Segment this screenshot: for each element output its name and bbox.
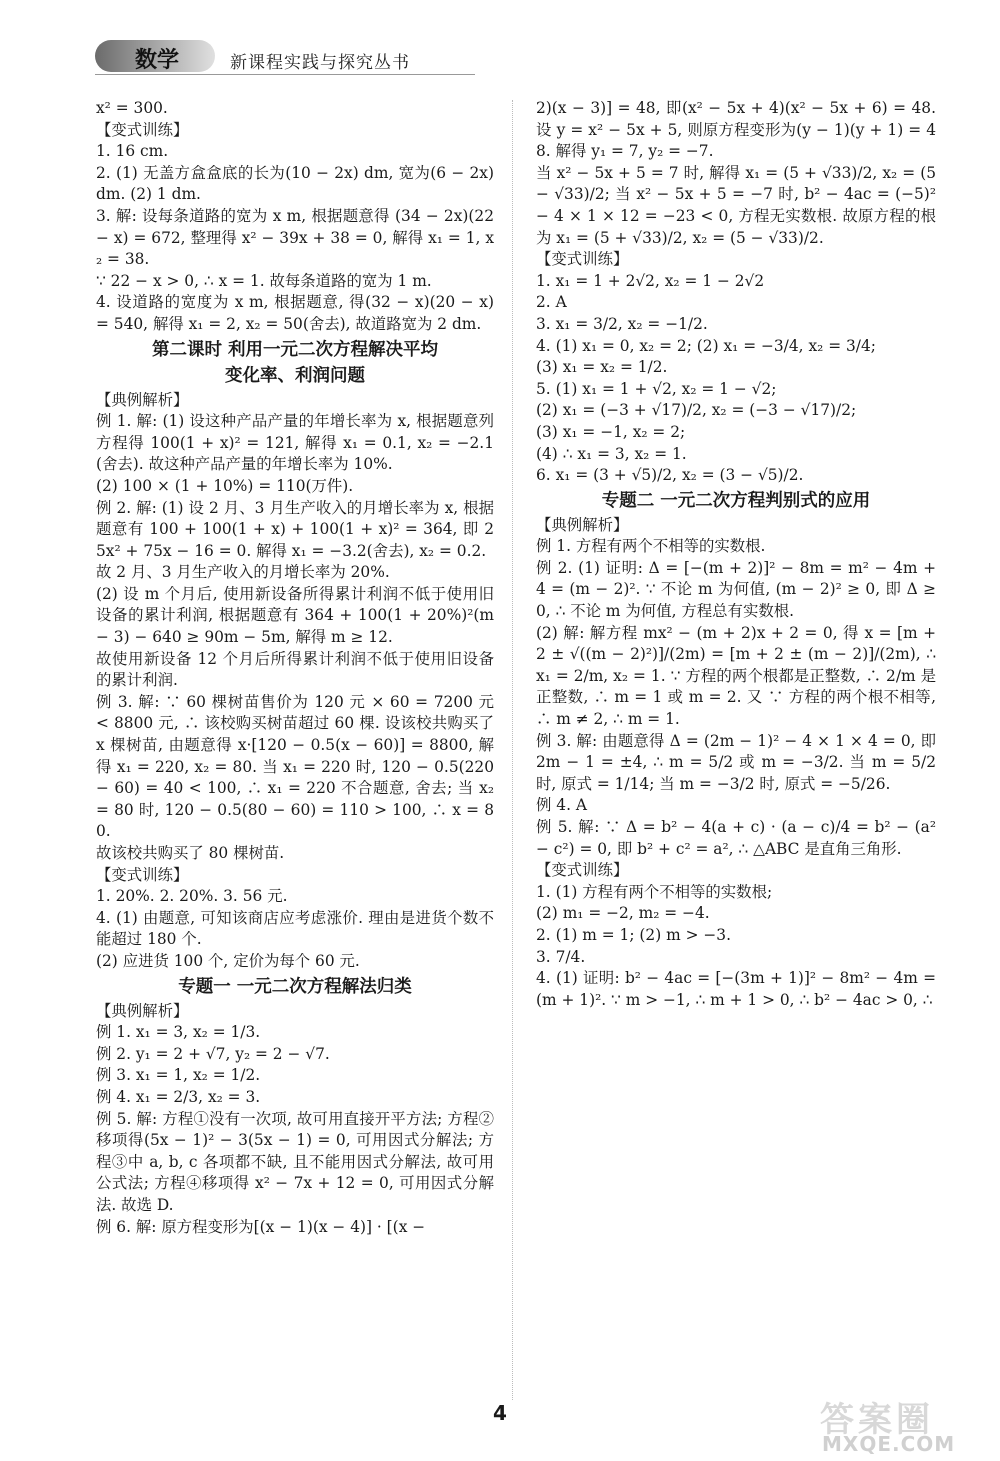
left-column [96, 98, 494, 1238]
lesson-heading: 第二课时 利用一元二次方程解决平均 [151, 339, 439, 360]
answer-line: 故该校共购买了 80 棵树苗. [96, 844, 285, 862]
section-label: 【变式训练】 [96, 865, 189, 884]
answer-line: (2) 解: 解方程 mx² − (m + 2)x + 2 = 0, 得 x = [m + 2 ± √((m − 2)²)]/(2m) = [m + 2 ± (m − 2)]/(2m), ∴ x₁ = 2/m, x₂ = 1. ∵ 方程的两个根都是正整数, ∴ 2/m 是正整数, ∴ m = 1 或 m = 2. 又 ∵ 方程的两个根不相等, ∴ m ≠ 2, ∴ m = 1. [536, 623, 936, 729]
answer-line: 例 2. 解: (1) 设 2 月、3 月生产收入的月增长率为 x, 根据题意有 100 + 100(1 + x) + 100(1 + x)² = 364, 即 25x² + 75x − 16 = 0. 解得 x₁ = −3.2(舍去), x₂ = 0.2. [96, 498, 494, 560]
section-label: 【变式训练】 [96, 120, 189, 139]
answer-line: 故使用新设备 12 个月后所得累计利润不低于使用旧设备的累计利润. [96, 649, 494, 690]
column-divider [512, 100, 513, 1400]
lesson-heading-cont: 变化率、利润问题 [225, 365, 365, 386]
section-label: 【变式训练】 [536, 861, 629, 880]
answer-line: 例 6. 解: 原方程变形为[(x − 1)(x − 4)] · [(x − [96, 1217, 426, 1236]
topic-heading: 专题二 一元二次方程判别式的应用 [601, 490, 871, 511]
answer-line: 3. x₁ = 3/2, x₂ = −1/2. [536, 314, 708, 333]
answer-line: 当 x² − 5x + 5 = 7 时, 解得 x₁ = (5 + √33)/2, x₂ = (5 − √33)/2; 当 x² − 5x + 5 = −7 时, b² − 4ac = (−5)² − 4 × 1 × 12 = −23 < 0, 方程无实数根. 故原方程的根为 x₁ = (5 + √33)/2, x₂ = (5 − √33)/2. [536, 163, 936, 247]
section-label: 【典例解析】 [536, 515, 629, 534]
answer-line: 例 2. y₁ = 2 + √7, y₂ = 2 − √7. [96, 1044, 330, 1063]
answer-line: (2) 100 × (1 + 10%) = 110(万件). [96, 476, 354, 495]
answer-line: (3) x₁ = −1, x₂ = 2; [536, 422, 686, 441]
answer-line: 3. 解: 设每条道路的宽为 x m, 根据题意得 (34 − 2x)(22 − x) = 672, 整理得 x² − 39x + 38 = 0, 解得 x₁ = 1, x₂ = 38. [96, 206, 494, 269]
answer-line: 6. x₁ = (3 + √5)/2, x₂ = (3 − √5)/2. [536, 466, 804, 485]
answer-line: 例 1. 方程有两个不相等的实数根. [536, 537, 766, 556]
topic-heading: 专题一 一元二次方程解法归类 [178, 976, 412, 997]
answer-line: 2. (1) 无盖方盒盒底的长为(10 − 2x) dm, 宽为(6 − 2x) dm. (2) 1 dm. [96, 163, 494, 204]
answer-line: 4. (1) 证明: b² − 4ac = [−(3m + 1)]² − 8m² − 4m = (m + 1)². ∵ m > −1, ∴ m + 1 > 0, ∴ b² − 4ac > 0, ∴ [536, 969, 936, 1009]
section-label: 【典例解析】 [96, 1001, 189, 1020]
answer-line: 例 5. 解: ∵ Δ = b² − 4(a + c) · (a − c)/4 = b² − (a² − c²) = 0, 即 b² + c² = a², ∴ △ABC 是直角三角形. [536, 818, 936, 858]
right-column [536, 98, 936, 1011]
answer-line: 1. 20%. 2. 20%. 3. 56 元. [96, 887, 288, 906]
answer-line: ∵ 22 − x > 0, ∴ x = 1. 故每条道路的宽为 1 m. [96, 271, 432, 290]
watermark [800, 1392, 990, 1458]
answer-line: (2) 设 m 个月后, 使用新设备所得累计利润不低于使用旧设备的累计利润, 根据题意有 364 + 100(1 + 20%)²(m − 3) − 640 ≥ 90m − 5m, 解得 m ≥ 12. [96, 584, 494, 647]
page-number: 4 [493, 1401, 507, 1425]
answer-line: 2. (1) m = 1; (2) m > −3. [536, 925, 731, 944]
answer-line: 1. x₁ = 1 + 2√2, x₂ = 1 − 2√2 [536, 271, 765, 290]
section-label: 【典例解析】 [96, 390, 189, 409]
answer-line: 例 3. x₁ = 1, x₂ = 1/2. [96, 1066, 261, 1085]
answer-line: 例 3. 解: 由题意得 Δ = (2m − 1)² − 4 × 1 × 4 = 0, 即 2m − 1 = ±4, ∴ m = 5/2 或 m = −3/2. 当 m = 5/2 时, 原式 = 1/14; 当 m = −3/2 时, 原式 = −5/26. [536, 731, 936, 793]
series-title: 新课程实践与探究丛书 [230, 53, 410, 73]
answer-line: 例 4. A [536, 796, 587, 815]
answer-line: 例 4. x₁ = 2/3, x₂ = 3. [96, 1087, 261, 1106]
subject-title: 数学 [135, 48, 180, 73]
answer-line: 例 3. 解: ∵ 60 棵树苗售价为 120 元 × 60 = 7200 元 < 8800 元, ∴ 该校购买树苗超过 60 棵. 设该校共购买了 x 棵树苗, 由题意得 x·[120 − 0.5(x − 60)] = 8800, 解得 x₁ = 220, x₂ = 80. 当 x₁ = 220 时, 120 − 0.5(220 − 60) = 40 < 100, ∴ x₁ = 220 不合题意, 舍去; 当 x₂ = 80 时, 120 − 0.5(80 − 60) = 110 > 100, ∴ x = 80. [96, 692, 494, 841]
watermark-url: MXQE.COM [822, 1432, 956, 1456]
answer-line: 5. (1) x₁ = 1 + √2, x₂ = 1 − √2; [536, 379, 777, 398]
answer-line: (2) x₁ = (−3 + √17)/2, x₂ = (−3 − √17)/2; [536, 401, 857, 420]
answer-line: 2)(x − 3)] = 48, 即(x² − 5x + 4)(x² − 5x + 6) = 48. 设 y = x² − 5x + 5, 则原方程变形为(y − 1)(y + 1) = 48. 解得 y₁ = 7, y₂ = −7. [536, 99, 936, 161]
answer-line: x² = 300. [96, 99, 168, 117]
answer-line: (4) ∴ x₁ = 3, x₂ = 1. [536, 444, 687, 463]
header-rule [95, 74, 475, 75]
answer-line: (3) x₁ = x₂ = 1/2. [536, 358, 668, 377]
answer-line: 故 2 月、3 月生产收入的月增长率为 20%. [96, 563, 390, 582]
section-label: 【变式训练】 [536, 250, 629, 269]
answer-line: 4. (1) 由题意, 可知该商店应考虑涨价. 理由是进货个数不能超过 180 个. [96, 908, 494, 949]
answer-line: 1. (1) 方程有两个不相等的实数根; [536, 882, 773, 901]
answer-line: 1. 16 cm. [96, 142, 169, 161]
answer-line: 4. 设道路的宽度为 x m, 根据题意, 得(32 − x)(20 − x) = 540, 解得 x₁ = 2, x₂ = 50(舍去), 故道路宽为 2 dm. [96, 293, 494, 333]
answer-line: 4. (1) x₁ = 0, x₂ = 2; (2) x₁ = −3/4, x₂ = 3/4; [536, 336, 876, 355]
answer-line: 2. A [536, 293, 567, 312]
answer-line: 例 1. 解: (1) 设这种产品产量的年增长率为 x, 根据题意列方程得 100(1 + x)² = 121, 解得 x₁ = 0.1, x₂ = −2.1(舍去). 故这种产品产量的年增长率为 10%. [96, 412, 494, 474]
answer-line: 例 2. (1) 证明: Δ = [−(m + 2)]² − 8m = m² − 4m + 4 = (m − 2)². ∵ 不论 m 为何值, (m − 2)² ≥ 0, 即 Δ ≥ 0, ∴ 不论 m 为何值, 方程总有实数根. [536, 558, 936, 621]
page-header [95, 38, 475, 78]
answer-line: 例 5. 解: 方程①没有一次项, 故可用直接开平方法; 方程②移项得(5x − 1)² − 3(5x − 1) = 0, 可用因式分解法; 方程③中 a, b, c 各项都不缺, 且不能用因式分解法, 故可用公式法; 方程④移项得 x² − 7x + 12 = 0, 可用因式分解法. 故选 D. [96, 1109, 494, 1214]
watermark-logo: 答案圈 [820, 1400, 934, 1440]
answer-line: 3. 7/4. [536, 947, 586, 966]
answer-line: 例 1. x₁ = 3, x₂ = 1/3. [96, 1023, 261, 1042]
answer-line: (2) m₁ = −2, m₂ = −4. [536, 904, 710, 923]
answer-line: (2) 应进货 100 个, 定价为每个 60 元. [96, 951, 360, 970]
